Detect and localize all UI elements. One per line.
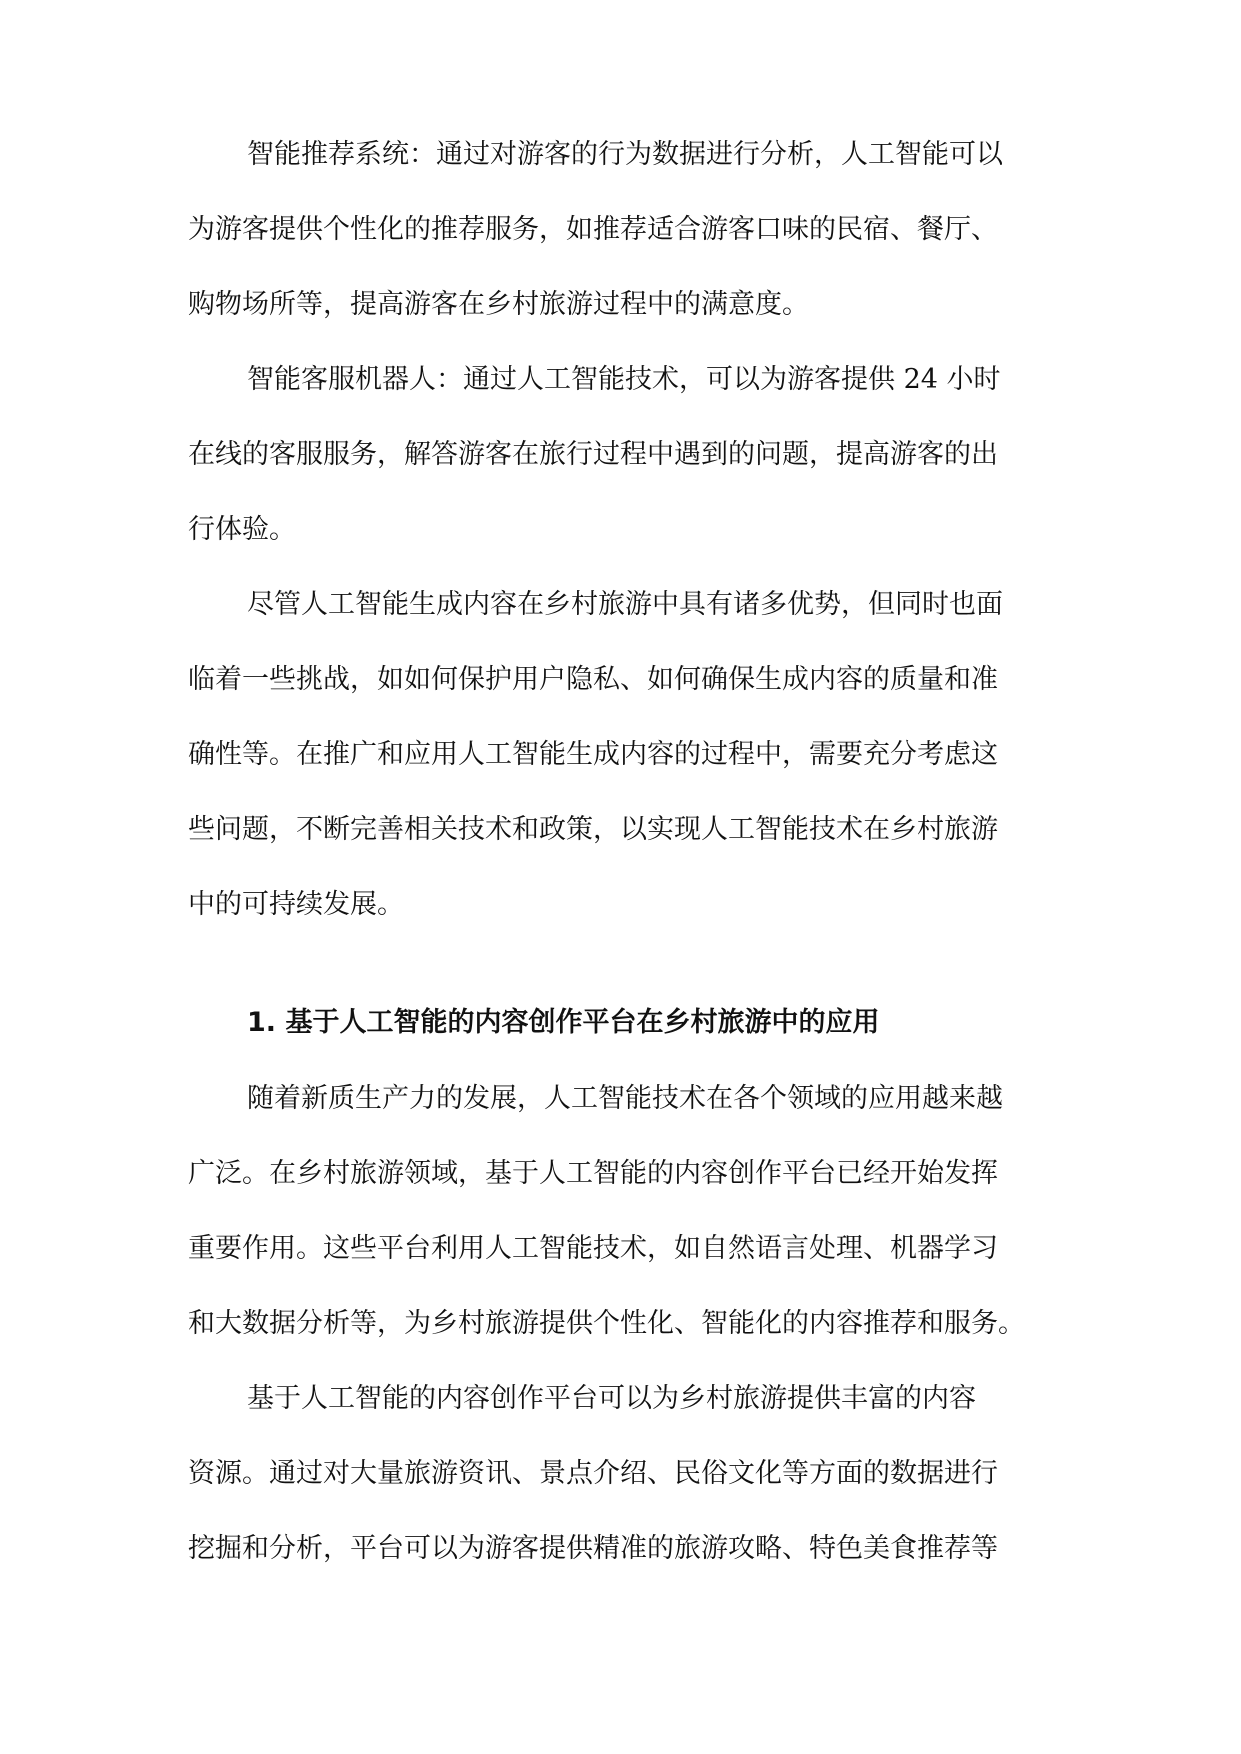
paragraph-line: 重要作用。这些平台利用人工智能技术，如自然语言处理、机器学习 [188,1233,998,1264]
section-heading: 1. 基于人工智能的内容创作平台在乡村旅游中的应用 [247,1007,880,1038]
paragraph-line: 临着一些挑战，如如何保护用户隐私、如何确保生成内容的质量和准 [188,664,998,695]
paragraph-line: 确性等。在推广和应用人工智能生成内容的过程中，需要充分考虑这 [188,739,998,770]
paragraph-line: 为游客提供个性化的推荐服务，如推荐适合游客口味的民宿、餐厅、 [188,214,998,245]
paragraph-line: 尽管人工智能生成内容在乡村旅游中具有诸多优势，但同时也面 [247,589,1003,620]
paragraph-line: 智能客服机器人：通过人工智能技术，可以为游客提供 24 小时 [247,364,1001,395]
paragraph-line: 购物场所等，提高游客在乡村旅游过程中的满意度。 [188,289,809,320]
paragraph-line: 基于人工智能的内容创作平台可以为乡村旅游提供丰富的内容 [247,1383,976,1414]
paragraph-line: 挖掘和分析，平台可以为游客提供精准的旅游攻略、特色美食推荐等 [188,1533,998,1564]
paragraph-line: 资源。通过对大量旅游资讯、景点介绍、民俗文化等方面的数据进行 [188,1458,998,1489]
paragraph-line: 行体验。 [188,514,296,545]
paragraph-line: 中的可持续发展。 [188,889,404,920]
paragraph-line: 广泛。在乡村旅游领域，基于人工智能的内容创作平台已经开始发挥 [188,1158,998,1189]
paragraph-line: 些问题，不断完善相关技术和政策，以实现人工智能技术在乡村旅游 [188,814,998,845]
paragraph-line: 和大数据分析等，为乡村旅游提供个性化、智能化的内容推荐和服务。 [188,1308,1025,1339]
paragraph-line: 随着新质生产力的发展，人工智能技术在各个领域的应用越来越 [247,1083,1003,1114]
paragraph-line: 智能推荐系统：通过对游客的行为数据进行分析，人工智能可以 [247,139,1003,170]
paragraph-line: 在线的客服服务，解答游客在旅行过程中遇到的问题，提高游客的出 [188,439,998,470]
